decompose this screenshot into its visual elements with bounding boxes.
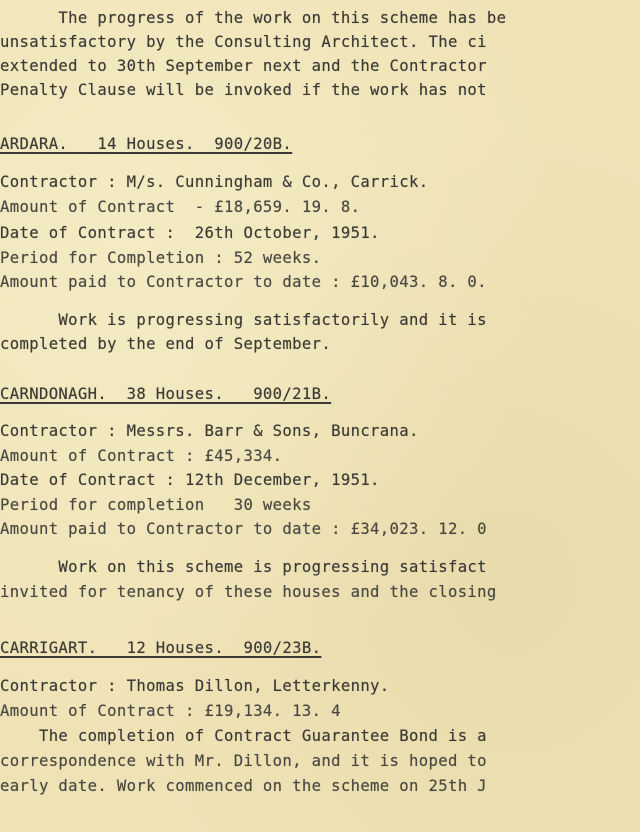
- carrigart-heading: CARRIGART. 12 Houses. 900/23B.: [0, 639, 322, 657]
- carrigart-bond-line-3: early date. Work commenced on the scheme on 25th J: [0, 777, 487, 795]
- carndonagh-contract-amount: Amount of Contract : £45,334.: [0, 447, 283, 465]
- carndonagh-contractor: Contractor : Messrs. Barr & Sons, Buncrana.: [0, 422, 419, 440]
- carndonagh-completion-period: Period for completion 30 weeks: [0, 496, 312, 514]
- ardara-progress-line-1: Work is progressing satisfactorily and it is: [0, 311, 487, 329]
- ardara-heading: ARDARA. 14 Houses. 900/20B.: [0, 135, 293, 153]
- ardara-amount-paid: Amount paid to Contractor to date : £10,043. 8. 0.: [0, 273, 487, 291]
- carrigart-bond-line-1: The completion of Contract Guarantee Bond is a: [0, 727, 487, 745]
- ardara-progress-line-2: completed by the end of September.: [0, 335, 332, 353]
- intro-paragraph-line-3: extended to 30th September next and the Contractor: [0, 57, 497, 75]
- carrigart-bond-line-2: correspondence with Mr. Dillon, and it is hoped to: [0, 752, 497, 770]
- carrigart-contractor: Contractor : Thomas Dillon, Letterkenny.: [0, 677, 390, 695]
- carrigart-contract-amount: Amount of Contract : £19,134. 13. 4: [0, 702, 341, 720]
- intro-paragraph-line-1: The progress of the work on this scheme has be: [0, 9, 507, 27]
- carndonagh-progress-line-1: Work on this scheme is progressing satisfact: [0, 558, 487, 576]
- carndonagh-progress-line-2: invited for tenancy of these houses and the closing: [0, 583, 497, 601]
- carndonagh-heading: CARNDONAGH. 38 Houses. 900/21B.: [0, 385, 332, 403]
- carndonagh-contract-date: Date of Contract : 12th December, 1951.: [0, 471, 380, 489]
- ardara-contract-date: Date of Contract : 26th October, 1951.: [0, 224, 380, 242]
- ardara-contractor: Contractor : M/s. Cunningham & Co., Carrick.: [0, 173, 429, 191]
- carndonagh-amount-paid: Amount paid to Contractor to date : £34,023. 12. 0: [0, 520, 487, 538]
- intro-paragraph-line-4: Penalty Clause will be invoked if the work has not: [0, 81, 497, 99]
- ardara-completion-period: Period for Completion : 52 weeks.: [0, 249, 322, 267]
- ardara-contract-amount: Amount of Contract - £18,659. 19. 8.: [0, 198, 361, 216]
- intro-paragraph-line-2: unsatisfactory by the Consulting Architect. The ci: [0, 33, 487, 51]
